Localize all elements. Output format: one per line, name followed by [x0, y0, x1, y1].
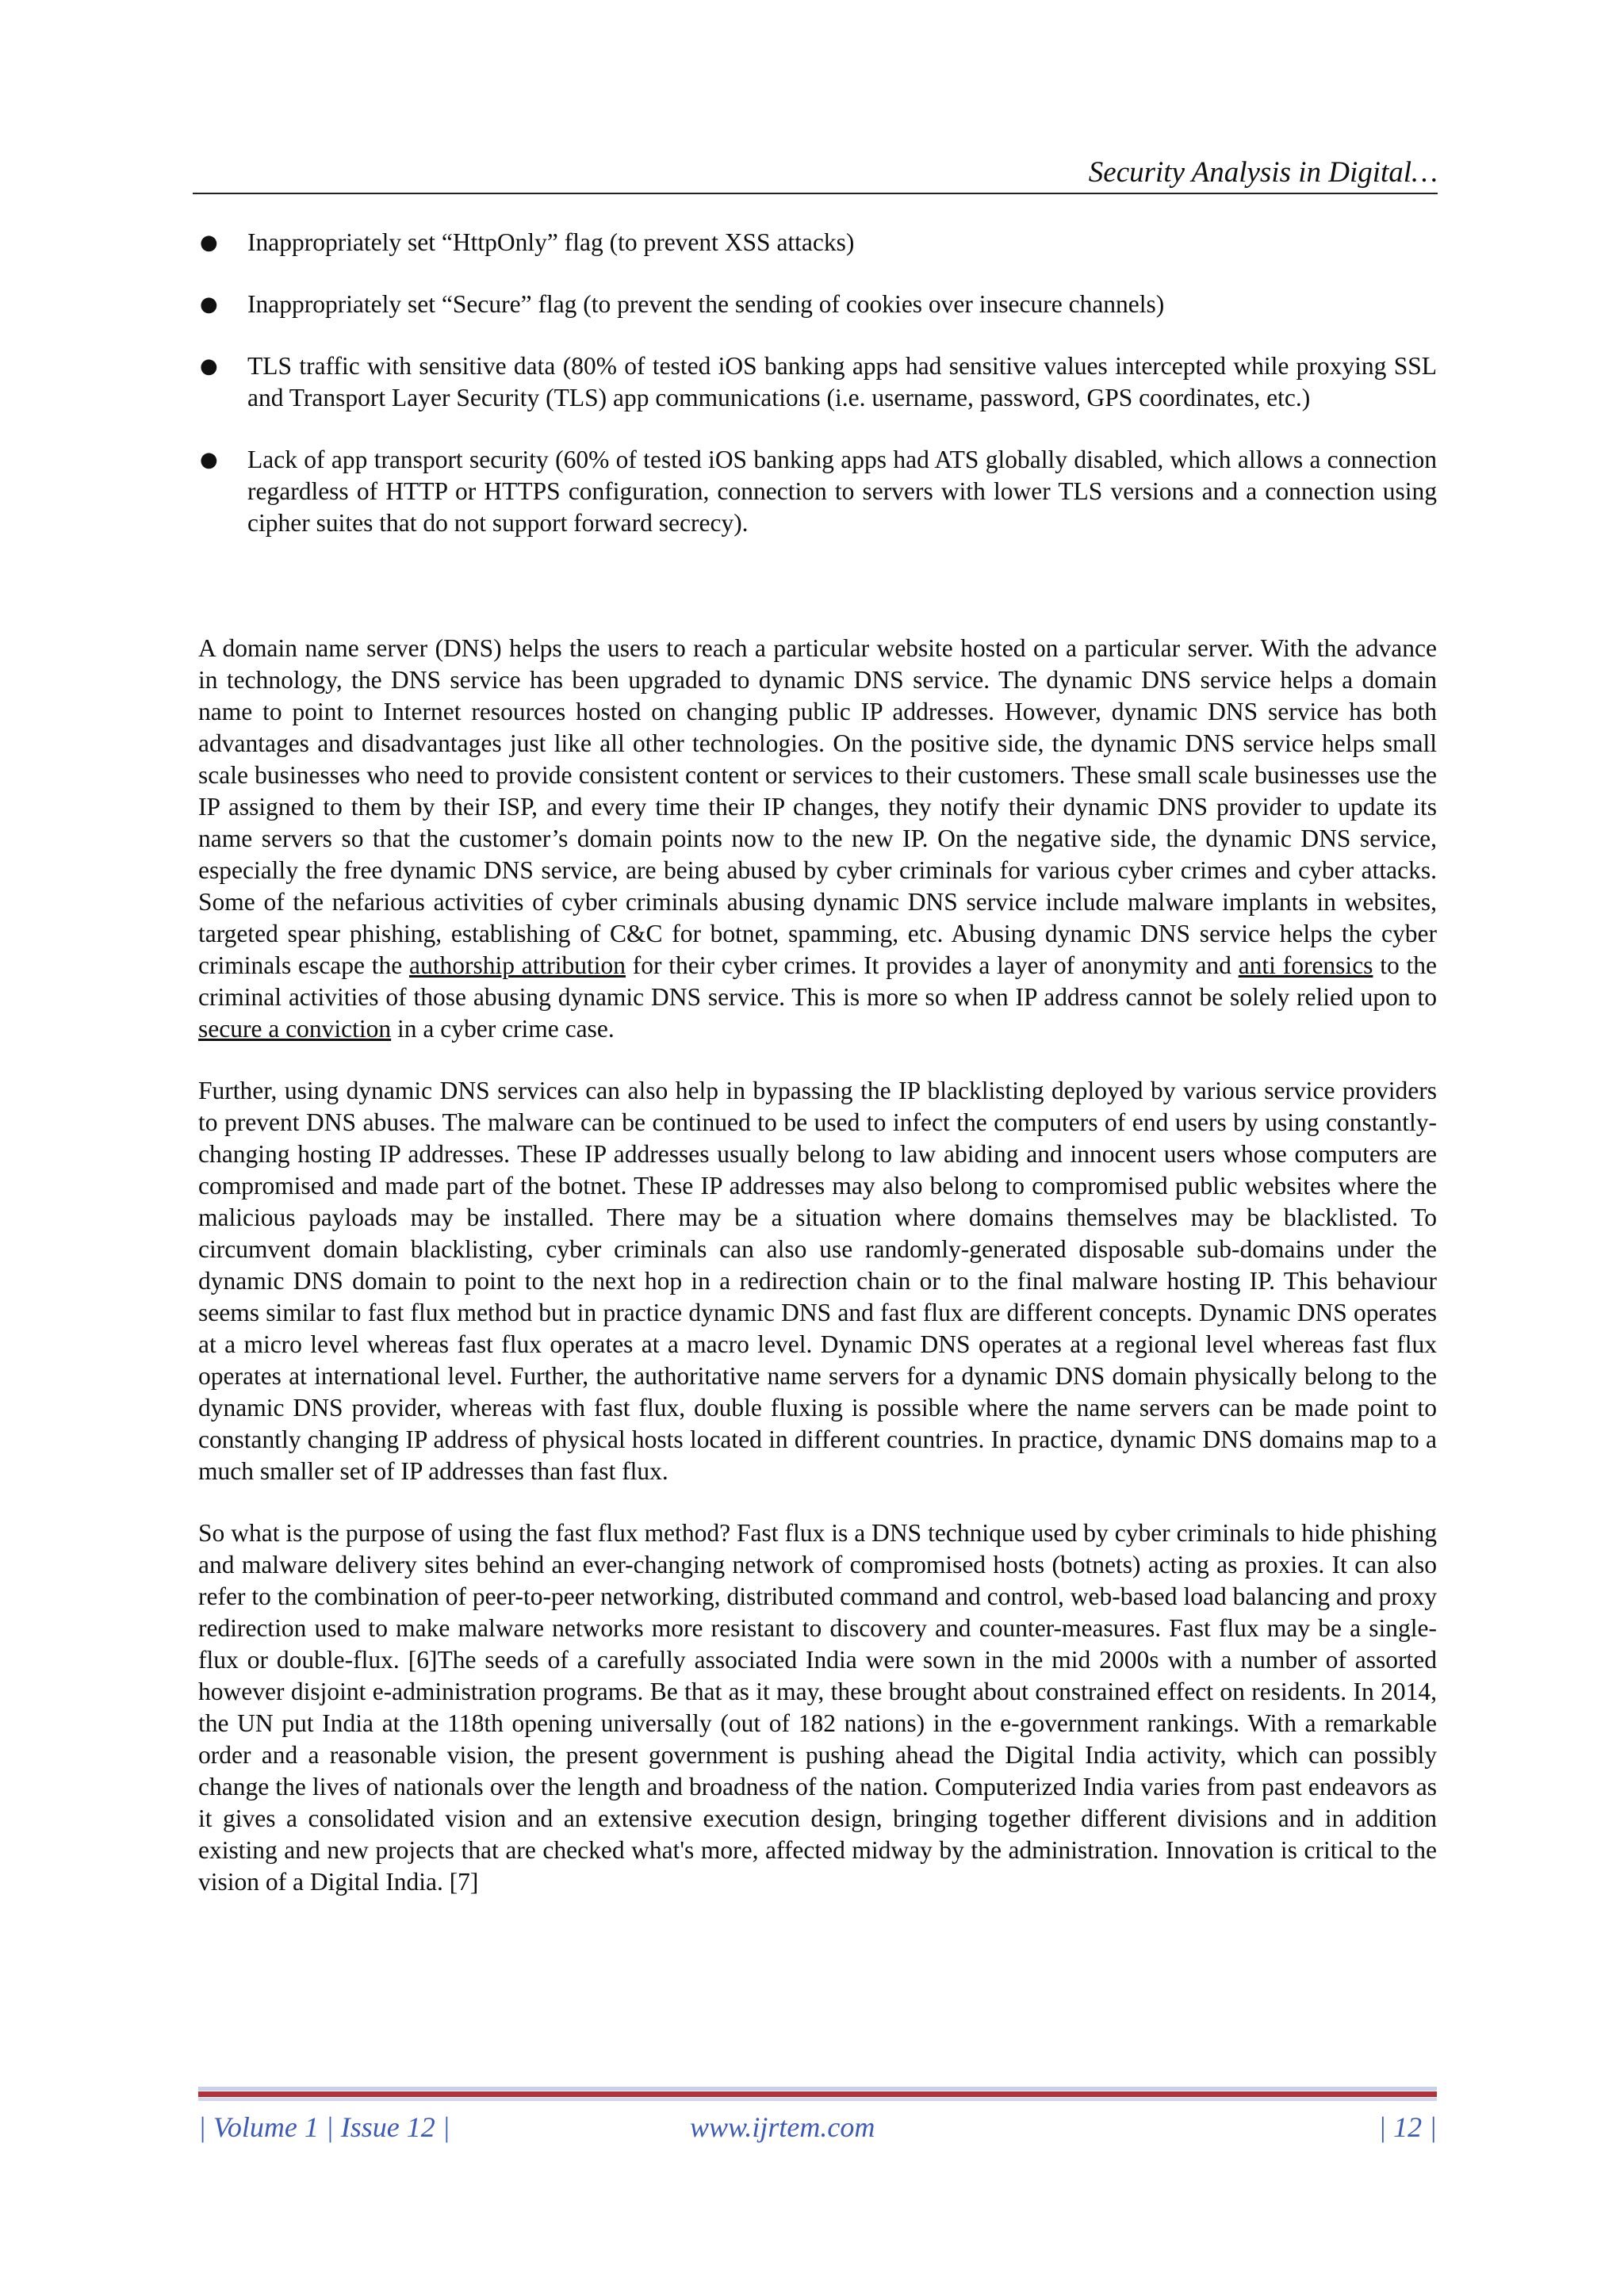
paragraph-dynamic-dns: [198, 633, 1437, 1045]
list-item: [198, 289, 1437, 320]
bullet-text: Inappropriately set “HttpOnly” flag (to prevent XSS attacks): [247, 228, 855, 256]
list-item: [198, 444, 1437, 539]
header-rule: [193, 193, 1438, 194]
footer-website-link[interactable]: www.ijrtem.com: [690, 2111, 875, 2143]
bullet-text: Lack of app transport security (60% of tested iOS banking apps had ATS globally disabled, which allows a connection regardless of HTTP or HTTPS configuration, connection to servers with lower TLS versions and a connection using cipher suites that do not support forward secrecy).: [247, 446, 1437, 537]
list-item: [198, 350, 1437, 414]
page-body: [198, 227, 1437, 1928]
bullet-list: [198, 227, 1437, 539]
bullet-icon: ●: [200, 293, 218, 316]
bullet-icon: ●: [200, 354, 218, 378]
bullet-text: Inappropriately set “Secure” flag (to prevent the sending of cookies over insecure channels): [247, 290, 1165, 318]
paragraph-blacklisting: Further, using dynamic DNS services can also help in bypassing the IP blacklisting deployed by various service providers to prevent DNS abuses. The malware can be continued to be used to infect the computers of end users by using constantly-changing hosting IP addresses. These IP addresses usually belong to law abiding and innocent users whose computers are compromised and made part of the botnet. These IP addresses may also belong to compromised public websites where the malicious payloads may be installed. There may be a situation where domains themselves may be blacklisted. To circumvent domain blacklisting, cyber criminals can also use randomly-generated disposable sub-domains under the dynamic DNS domain to point to the next hop in a redirection chain or to the final malware hosting IP. This behaviour seems similar to fast flux method but in practice dynamic DNS and fast flux are different concepts. Dynamic DNS operates at a micro level whereas fast flux operates at a macro level. Dynamic DNS operates at a regional level whereas fast flux operates at international level. Further, the authoritative name servers for a dynamic DNS domain physically belong to the dynamic DNS provider, whereas with fast flux, double fluxing is possible where the name servers can be made point to constantly changing IP address of physical hosts located in different countries. In practice, dynamic DNS domains map to a much smaller set of IP addresses than fast flux.: [198, 1077, 1437, 1485]
secure-a-conviction-link[interactable]: secure a conviction: [198, 1015, 392, 1043]
running-header-title: Security Analysis in Digital…: [1088, 156, 1438, 189]
footer-volume-issue: | Volume 1 | Issue 12 |: [198, 2111, 450, 2143]
anti-forensics-link[interactable]: anti forensics: [1238, 951, 1373, 979]
footer-page-number: | 12 |: [1378, 2111, 1437, 2143]
paragraph-fast-flux: So what is the purpose of using the fast flux method? Fast flux is a DNS technique used by cyber criminals to hide phishing and malware delivery sites behind an ever-changing network of compromised hosts (botnets) acting as proxies. It can also refer to the combination of peer-to-peer networking, distributed command and control, web-based load balancing and proxy redirection used to make malware networks more resistant to discovery and counter-measures. Fast flux may be a single-flux or double-flux. [6]The seeds of a carefully associated India were sown in the mid 2000s with a number of assorted however disjoint e-administration programs. Be that as it may, these brought about constrained effect on residents. In 2014, the UN put India at the 118th opening universally (out of 182 nations) in the e-government rankings. With a remarkable order and a reasonable vision, the present government is pushing ahead the Digital India activity, which can possibly change the lives of nationals over the length and broadness of the nation. Computerized India varies from past endeavors as it gives a consolidated vision and an extensive execution design, bringing together different divisions and in addition existing and new projects that are checked what's more, affected midway by the administration. Innovation is critical to the vision of a Digital India. [7]: [198, 1519, 1437, 1896]
footer-rule-red: [198, 2091, 1437, 2097]
bullet-icon: ●: [200, 231, 218, 254]
authorship-attribution-link[interactable]: authorship attribution: [408, 951, 626, 979]
paragraph-text: A domain name server (DNS) helps the users to reach a particular website hosted on a particular server. With the advance in technology, the DNS service has been upgraded to dynamic DNS service. The dynamic DNS service helps a domain name to point to Internet resources hosted on changing public IP addresses. However, dynamic DNS service has both advantages and disadvantages just like all other technologies. On the positive side, the dynamic DNS service helps small scale businesses who need to provide consistent content or services to their customers. These small scale businesses use the IP assigned to them by their ISP, and every time their IP changes, they notify their dynamic DNS provider to update its name servers so that the customer’s domain points now to the new IP. On the negative side, the dynamic DNS service, especially the free dynamic DNS service, are being abused by cyber criminals for various cyber crimes and cyber attacks. Some of the nefarious activities of cyber criminals abusing dynamic DNS service include malware implants in websites, targeted spear phishing, establishing of C&C for botnet, spamming, etc. Abusing dynamic DNS service helps the cyber criminals escape the: [198, 634, 1437, 979]
list-item: [198, 227, 1437, 258]
page-footer: [198, 2109, 1437, 2145]
paragraph-text: for their cyber crimes. It provides a layer of anonymity and: [625, 951, 1239, 979]
paragraph-text: in a cyber crime case.: [391, 1015, 615, 1043]
bullet-icon: ●: [200, 448, 218, 472]
bullet-text: TLS traffic with sensitive data (80% of tested iOS banking apps had sensitive values intercepted while proxying SSL and Transport Layer Security (TLS) app communications (i.e. username, password, GPS coordinates, etc.): [247, 352, 1437, 411]
footer-rule-bottom: [198, 2098, 1437, 2101]
paragraph-text: to the criminal activities of those abusing dynamic DNS service. This is more so when IP address cannot be solely relied upon to: [198, 951, 1437, 1011]
footer-rule-top: [198, 2087, 1437, 2091]
